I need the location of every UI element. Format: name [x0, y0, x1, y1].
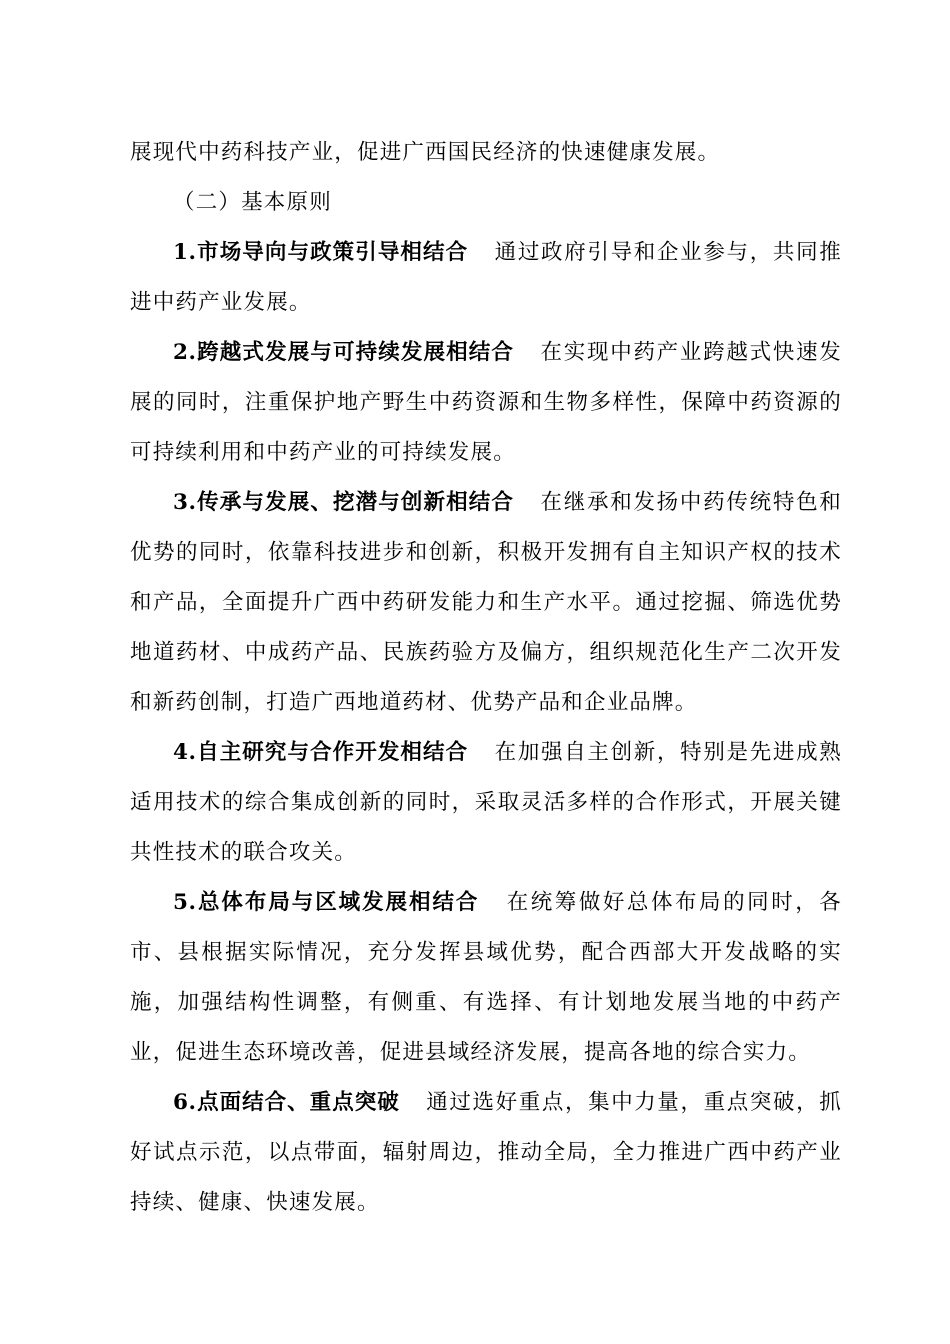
continuation-paragraph: 展现代中药科技产业，促进广西国民经济的快速健康发展。	[130, 140, 721, 165]
principle-title: 3.传承与发展、挖潜与创新相结合	[173, 490, 514, 515]
principle-paragraph-1	[130, 228, 842, 328]
principle-paragraph-3	[130, 478, 842, 728]
principle-body: 在继承和发扬中药传统特色和优势的同时，依靠科技进步和创新，积极开发拥有自主知识产权的技术和产品，全面提升广西中药研发能力和生产水平。通过挖掘、筛选优势地道药材、中成药产品、民族药验方及偏方，组织规范化生产二次开发和新药创制，打造广西地道药材、优势产品和企业品牌。	[130, 490, 842, 715]
principle-body: 通过选好重点，集中力量，重点突破，抓好试点示范，以点带面，辐射周边，推动全局，全力推进广西中药产业持续、健康、快速发展。	[130, 1090, 842, 1215]
principle-paragraph-4	[130, 728, 842, 878]
principle-title: 6.点面结合、重点突破	[173, 1090, 400, 1115]
principle-title: 4.自主研究与合作开发相结合	[173, 740, 469, 765]
principle-paragraph-5	[130, 878, 842, 1078]
principle-paragraph-2	[130, 328, 842, 478]
principle-body: 通过政府引导和企业参与，共同推进中药产业发展。	[130, 240, 842, 315]
principle-paragraph-6	[130, 1078, 842, 1228]
principle-body: 在加强自主创新，特别是先进成熟适用技术的综合集成创新的同时，采取灵活多样的合作形式，开展关键共性技术的联合攻关。	[130, 740, 842, 865]
principle-body: 在实现中药产业跨越式快速发展的同时，注重保护地产野生中药资源和生物多样性，保障中药资源的可持续利用和中药产业的可持续发展。	[130, 340, 842, 465]
principle-title: 5.总体布局与区域发展相结合	[173, 890, 480, 915]
document-body	[130, 128, 842, 1228]
principle-title: 1.市场导向与政策引导相结合	[173, 240, 469, 265]
principle-body: 在统筹做好总体布局的同时，各市、县根据实际情况，充分发挥县域优势，配合西部大开发战略的实施，加强结构性调整，有侧重、有选择、有计划地发展当地的中药产业，促进生态环境改善，促进县域经济发展，提高各地的综合实力。	[130, 890, 842, 1065]
section-heading: （二）基本原则	[173, 190, 332, 215]
principle-title: 2.跨越式发展与可持续发展相结合	[173, 340, 514, 365]
